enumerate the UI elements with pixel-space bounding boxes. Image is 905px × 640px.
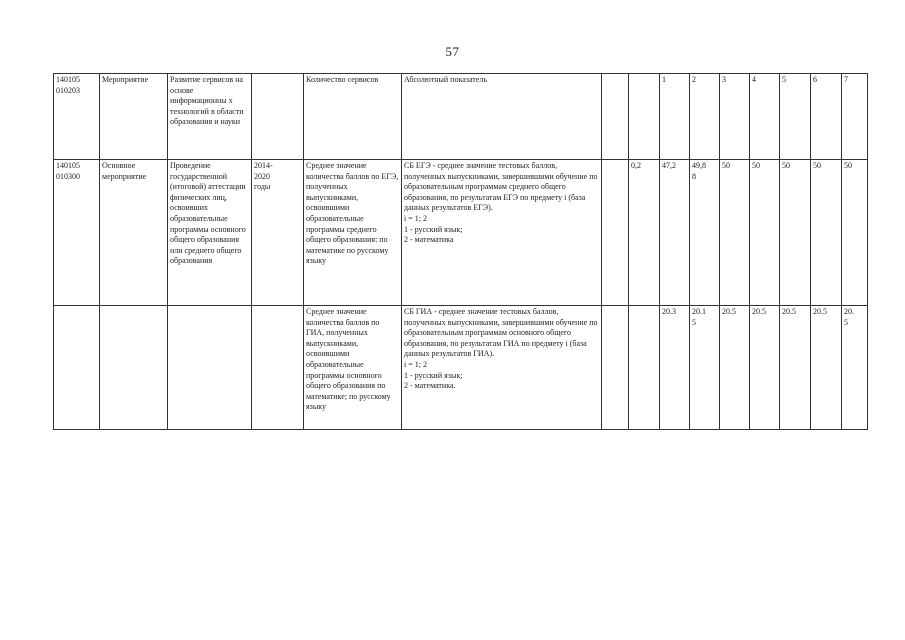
value-year-5: 20.5: [780, 306, 811, 430]
value-year-3: 3: [720, 74, 750, 160]
program-code: 140105 010300: [54, 160, 100, 306]
value-year-2: 20.1 5: [690, 306, 720, 430]
value-year-6: 50: [811, 160, 842, 306]
indicators-table: [53, 73, 868, 430]
value-year-2: 49,8 8: [690, 160, 720, 306]
base-value: [629, 74, 660, 160]
table-row: [54, 160, 868, 306]
value-year-6: 6: [811, 74, 842, 160]
indicator-name: Среднее значение количества баллов по ГИА, полученных выпускниками, освоившими образовательные программы основного общего образования по математике; по русскому языку: [304, 306, 402, 430]
period: [252, 306, 304, 430]
base-value: [629, 306, 660, 430]
value-year-4: 4: [750, 74, 780, 160]
value-year-4: 20.5: [750, 306, 780, 430]
period: 2014- 2020 годы: [252, 160, 304, 306]
value-year-1: 20.3: [660, 306, 690, 430]
table-row: [54, 74, 868, 160]
value-year-5: 50: [780, 160, 811, 306]
program-code: [54, 306, 100, 430]
extra-cell: [602, 160, 629, 306]
value-year-4: 50: [750, 160, 780, 306]
period: [252, 74, 304, 160]
value-year-5: 5: [780, 74, 811, 160]
extra-cell: [602, 306, 629, 430]
table-row: [54, 306, 868, 430]
measure-type: Основное мероприятие: [100, 160, 168, 306]
measure-type: [100, 306, 168, 430]
program-code: 140105 010203: [54, 74, 100, 160]
page-number: 57: [445, 44, 460, 59]
formula: СБ ЕГЭ - среднее значение тестовых баллов, полученных выпускниками, завершившими обучение по образовательным программам среднего общего образования, по результатам ЕГЭ по предмету i (база данных результатов ЕГЭ). i = 1; 2 1 - русский язык; 2 - математика: [402, 160, 602, 306]
formula: Абсолютный показатель: [402, 74, 602, 160]
value-year-2: 2: [690, 74, 720, 160]
measure-name: Развитие сервисов на основе информационны х технологий в области образования и науки: [168, 74, 252, 160]
value-year-3: 50: [720, 160, 750, 306]
measure-name: Проведение государственной (итоговой) аттестации физических лиц, освоивших образовательные программы основного общего образования или среднего общего образования: [168, 160, 252, 306]
measure-type: Мероприятие: [100, 74, 168, 160]
value-year-6: 20.5: [811, 306, 842, 430]
value-year-3: 20.5: [720, 306, 750, 430]
indicator-name: Количество сервисов: [304, 74, 402, 160]
extra-cell: [602, 74, 629, 160]
value-year-7: 7: [842, 74, 868, 160]
value-year-1: 1: [660, 74, 690, 160]
value-year-7: 20. 5: [842, 306, 868, 430]
value-year-1: 47,2: [660, 160, 690, 306]
base-value: 0,2: [629, 160, 660, 306]
formula: СБ ГИА - среднее значение тестовых баллов, полученных выпускниками, завершившими обучение по образовательным программам основного общего образования, по результатам ГИА по предмету i (база данных результатов ГИА). i = 1; 2 1 - русский язык; 2 - математика.: [402, 306, 602, 430]
value-year-7: 50: [842, 160, 868, 306]
indicator-name: Среднее значение количества баллов по ЕГЭ, полученных выпускниками, освоившими образовательные программы среднего общего образования: по математике по русскому языку: [304, 160, 402, 306]
measure-name: [168, 306, 252, 430]
